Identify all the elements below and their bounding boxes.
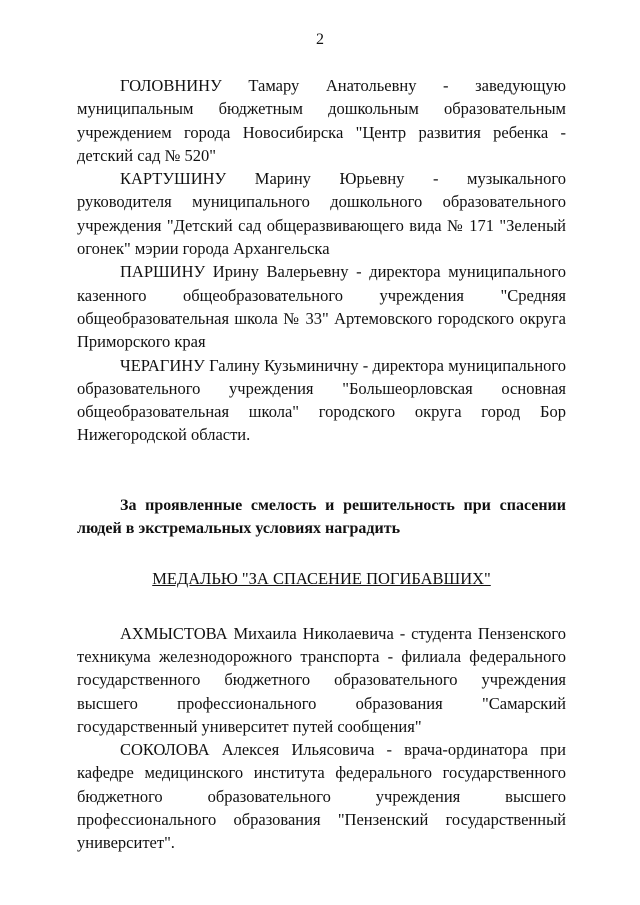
medal-heading: МЕДАЛЬЮ "ЗА СПАСЕНИЕ ПОГИБАВШИХ" [152,569,491,589]
awardee-paragraph-kartushina: КАРТУШИНУ Марину Юрьевну - музыкального руководителя муниципального дошкольного образовательного учреждения "Детский сад общеразвивающего вида № 171 "Зеленый огонек" мэрии города Архангельска [77,169,566,259]
awardee-paragraph-parshina: ПАРШИНУ Ирину Валерьевну - директора муниципального казенного общеобразовательного учреждения "Средняя общеобразовательная школа № 33" Артемовского городского округа Приморского края [77,262,566,352]
document-body [77,74,566,855]
awardee-paragraph-sokolov: СОКОЛОВА Алексея Ильясовича - врача-ординатора при кафедре медицинского института федерального государственного бюджетного образовательного учреждения высшего профессионального образования "Пензенский государственный университет". [77,740,566,853]
award-intro: За проявленные смелость и решительность при спасении людей в экстремальных условиях наградить [77,496,566,538]
section-spacer [77,447,566,494]
awardee-paragraph-golovnina: ГОЛОВНИНУ Тамару Анатольевну - заведующую муниципальным бюджетным дошкольным образовательным учреждением города Новосибирска "Центр развития ребенка - детский сад № 520" [77,76,566,165]
awardee-paragraph-cheragina: ЧЕРАГИНУ Галину Кузьминичну - директора муниципального образовательного учреждения "Большеорловская основная общеобразовательная школа" городского округа город Бор Нижегородской области. [77,355,566,445]
page-number: 2 [316,31,324,48]
awardee-paragraph-akhmystov: АХМЫСТОВА Михаила Николаевича - студента Пензенского техникума железнодорожного транспорта - филиала федерального государственного бюджетного образовательного учреждения высшего профессионального образования "Самарский государственный университет путей сообщения" [77,623,566,736]
